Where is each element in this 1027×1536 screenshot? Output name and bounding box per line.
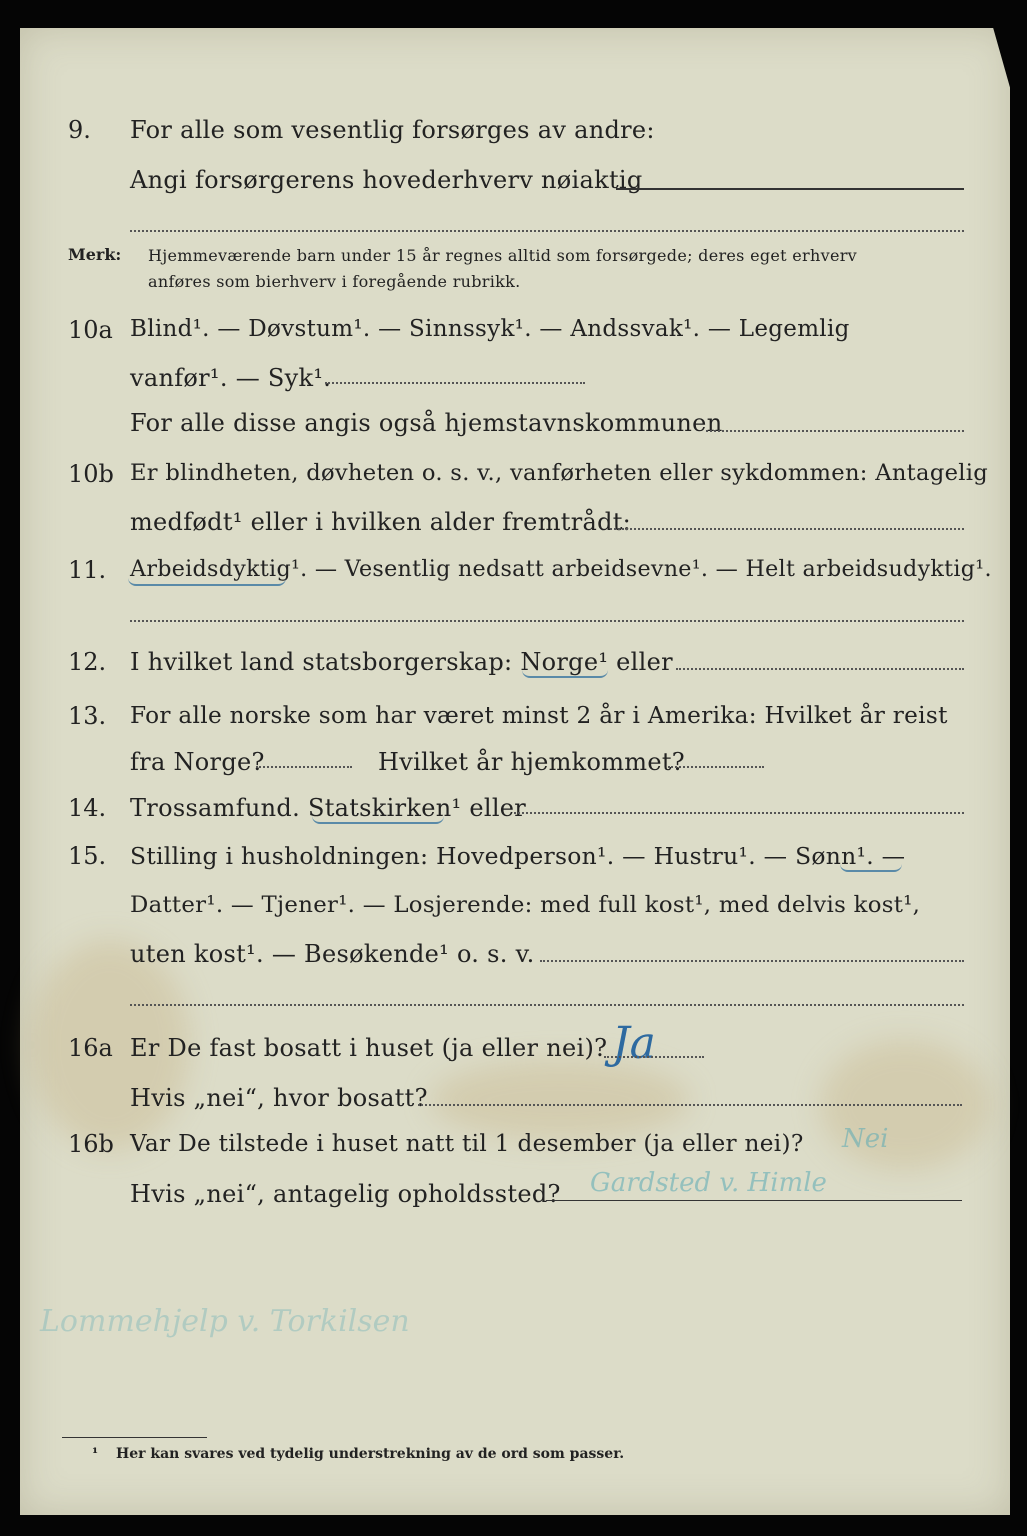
q15-line3: uten kost¹. — Besøkende¹ o. s. v.	[130, 940, 535, 968]
footnote-text: Her kan svares ved tydelig understrekning av de ord som passer.	[116, 1446, 625, 1462]
q10b-answer-line[interactable]	[610, 528, 964, 530]
q13-line2b: Hvilket år hjemkommet?	[378, 748, 685, 776]
q16b-line1: Var De tilstede i huset natt til 1 desember (ja eller nei)?	[130, 1130, 804, 1157]
q16b-opholdssted-line[interactable]	[546, 1200, 962, 1201]
q9-answer-line-2[interactable]	[130, 230, 964, 232]
q9-number: 9.	[68, 116, 91, 144]
q12-answer-line[interactable]	[676, 668, 964, 670]
q11-number: 11.	[68, 556, 107, 584]
q14-answer-line[interactable]	[514, 812, 964, 814]
q16a-answer-line[interactable]	[604, 1056, 704, 1058]
q9-line2: Angi forsørgerens hovederhverv nøiaktig	[130, 166, 643, 194]
merk-line1: Hjemmeværende barn under 15 år regnes alltid som forsørgede; deres eget erhverv	[148, 246, 857, 265]
q9-line1: For alle som vesentlig forsørges av andre:	[130, 116, 655, 144]
q11-underline-arbeidsdyktig	[128, 578, 286, 586]
q16a-line1: Er De fast bosatt i huset (ja eller nei)?	[130, 1034, 608, 1062]
q14-line1: Trossamfund. Statskirken¹ eller	[130, 794, 527, 822]
q10a-number: 10a	[68, 316, 113, 344]
q16b-line2: Hvis „nei“, antagelig opholdssted?	[130, 1180, 561, 1208]
q16a-number: 16a	[68, 1034, 113, 1062]
q13-reist-line[interactable]	[256, 766, 352, 768]
q14-underline-statskirken	[312, 816, 444, 824]
q16a-bosatt-line[interactable]	[418, 1104, 962, 1106]
q10b-line2: medfødt¹ eller i hvilken alder fremtrådt:	[130, 508, 632, 536]
q12-number: 12.	[68, 648, 107, 676]
q11-answer-line[interactable]	[130, 620, 964, 622]
q16b-handwritten-answer: Nei	[842, 1124, 889, 1154]
footnote-mark: ¹	[92, 1446, 99, 1462]
q10b-number: 10b	[68, 460, 114, 488]
footnote-rule	[62, 1437, 207, 1438]
q16a-line2: Hvis „nei“, hvor bosatt?	[130, 1084, 428, 1112]
q11-line1: Arbeidsdyktig¹. — Vesentlig nedsatt arbeidsevne¹. — Helt arbeidsudyktig¹.	[130, 556, 992, 582]
q15-number: 15.	[68, 842, 107, 870]
q10a-line2: vanfør¹. — Syk¹.	[130, 364, 332, 392]
q14-number: 14.	[68, 794, 107, 822]
q15-line1: Stilling i husholdningen: Hovedperson¹. — Hustru¹. — Sønn¹. —	[130, 842, 906, 870]
q13-line2a: fra Norge?	[130, 748, 265, 776]
q16b-number: 16b	[68, 1130, 114, 1158]
q12-line1: I hvilket land statsborgerskap: Norge¹ eller	[130, 648, 673, 676]
q9-answer-line[interactable]	[616, 188, 964, 190]
q16b-handwritten-place: Gardsted v. Himle	[590, 1168, 827, 1198]
q13-line1: For alle norske som har været minst 2 år i Amerika: Hvilket år reist	[130, 702, 948, 729]
q13-number: 13.	[68, 702, 107, 730]
paper-stain	[430, 1060, 690, 1140]
q15-answer-line[interactable]	[540, 960, 964, 962]
q15-answer-line-2[interactable]	[130, 1004, 964, 1006]
q10a-answer-line[interactable]	[325, 382, 585, 384]
q15-line2: Datter¹. — Tjener¹. — Losjerende: med full kost¹, med delvis kost¹,	[130, 892, 921, 918]
q10a-line1: Blind¹. — Døvstum¹. — Sinnssyk¹. — Andssvak¹. — Legemlig	[130, 316, 850, 342]
faint-bleed-through-note: Lommehjelp v. Torkilsen	[40, 1304, 410, 1339]
merk-label: Merk:	[68, 245, 122, 264]
merk-line2: anføres som bierhverv i foregående rubrikk.	[148, 272, 521, 291]
q16a-handwritten-answer: Ja	[612, 1018, 656, 1069]
q10a-line3: For alle disse angis også hjemstavnskommunen	[130, 409, 723, 437]
q15-underline-sonn	[840, 864, 902, 872]
q10b-line1: Er blindheten, døvheten o. s. v., vanførheten eller sykdommen: Antagelig	[130, 460, 989, 486]
q12-underline-norge	[522, 670, 608, 678]
q10a-hjemstavn-line[interactable]	[706, 430, 964, 432]
q13-hjemkommet-line[interactable]	[668, 766, 764, 768]
